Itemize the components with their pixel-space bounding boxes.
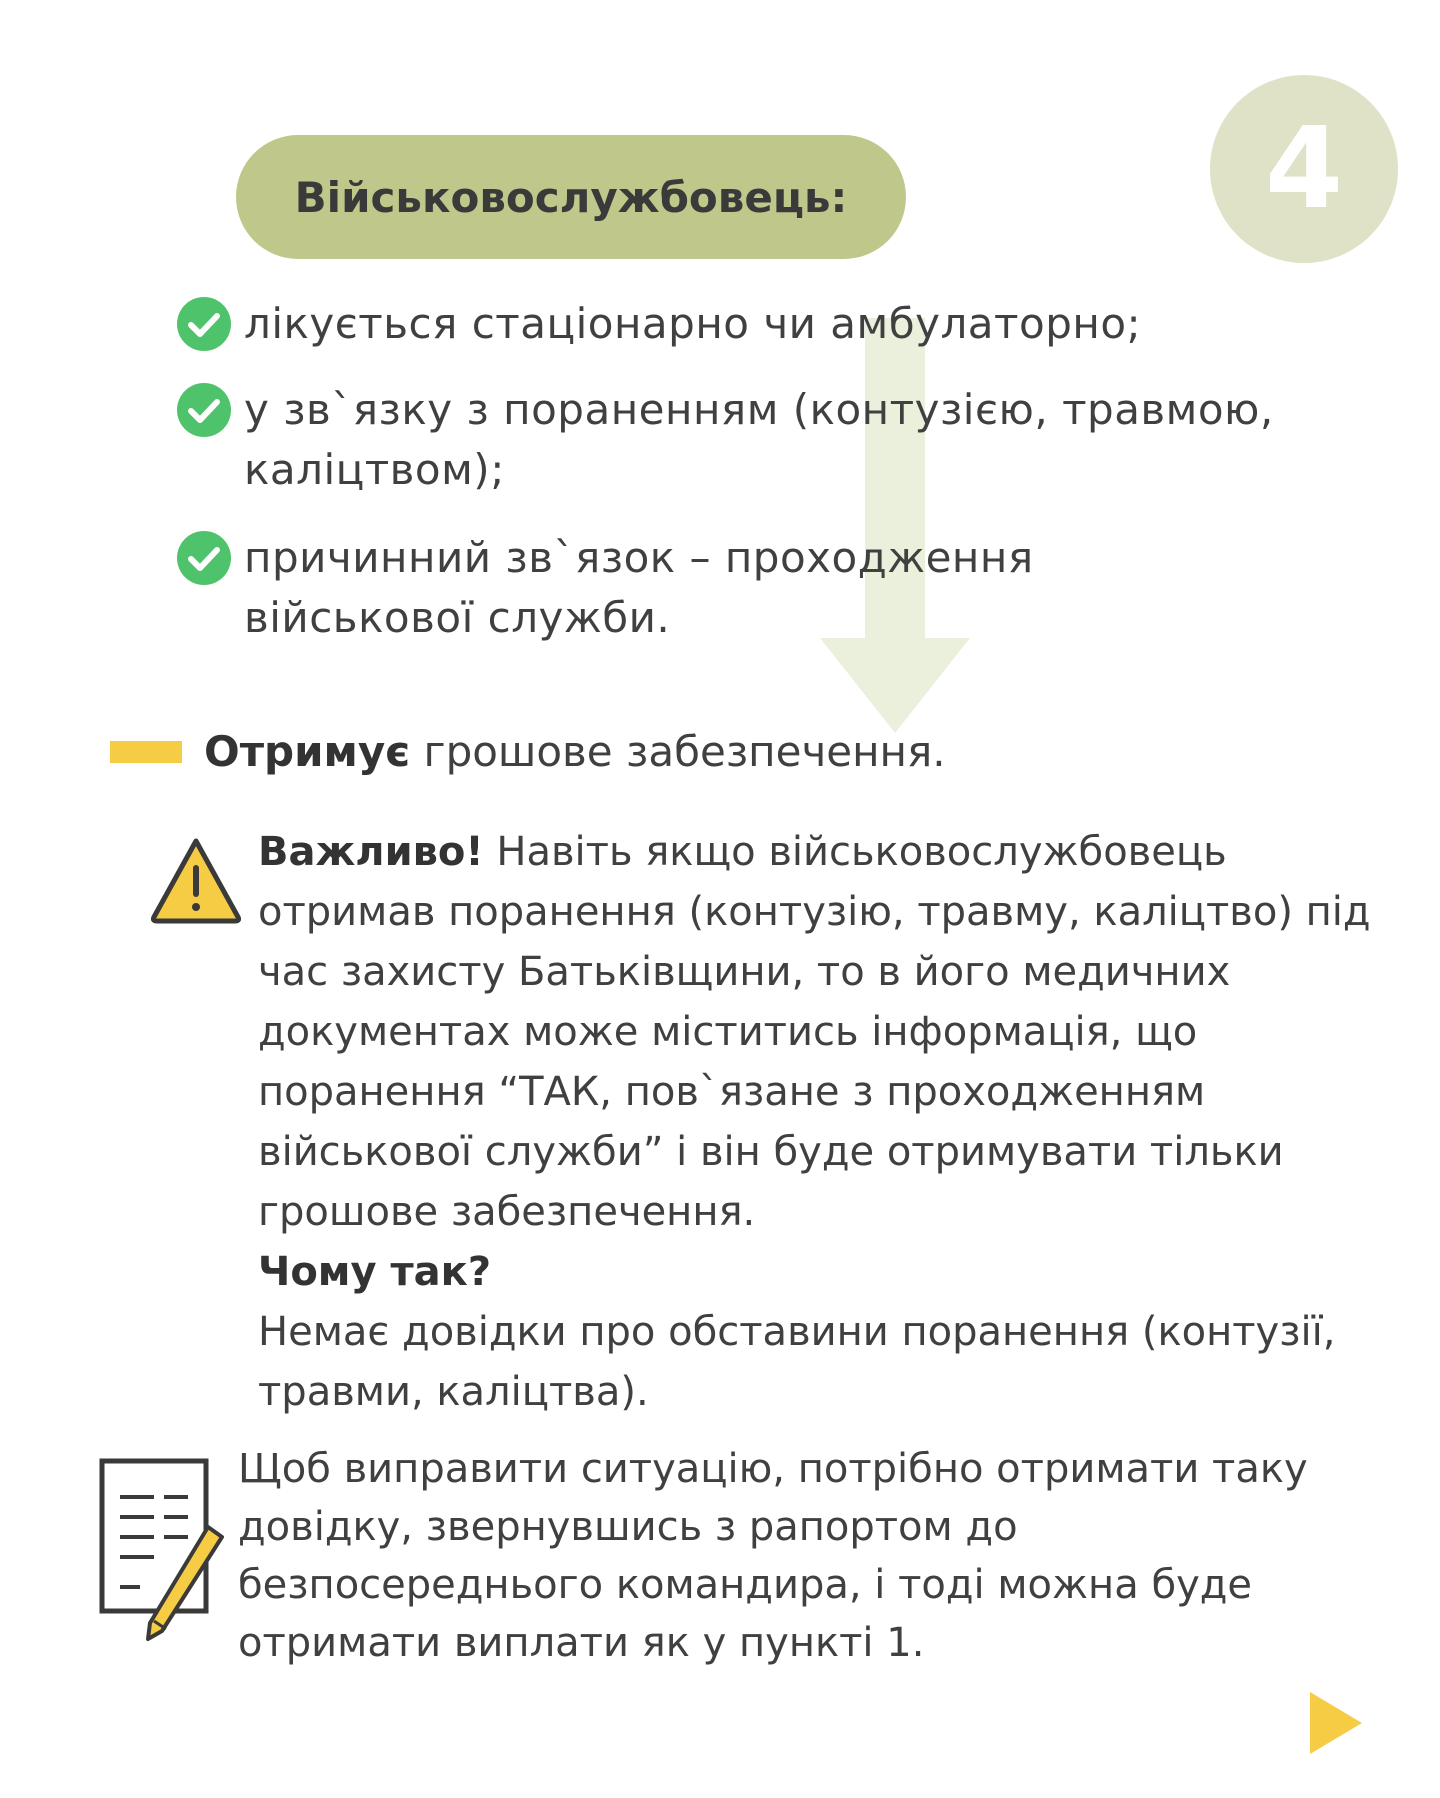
condition-item	[176, 294, 1356, 354]
check-circle-icon	[176, 382, 232, 438]
condition-text: причинний зв`язок – проходження військової служби.	[244, 533, 1034, 642]
important-text: Навіть якщо військовослужбовець отримав поранення (контузію, травму, каліцтво) під час захисту Батьківщини, то в його медичних документах може міститись інформація, що поранення “ТАК, пов`язане з проходженням військової служби” і він буде отримувати тільки грошове забезпечення.	[258, 829, 1371, 1235]
fix-instructions: Щоб виправити ситуацію, потрібно отримати таку довідку, звернувшись з рапортом до безпосереднього командира, і тоді можна буде отримати виплати як у пункті 1.	[238, 1446, 1308, 1666]
next-arrow-icon[interactable]	[1308, 1690, 1364, 1756]
important-notice	[258, 822, 1388, 1422]
condition-text: лікується стаціонарно чи амбулаторно;	[244, 299, 1142, 348]
condition-item	[176, 528, 1176, 648]
result-bar-marker	[110, 741, 182, 763]
step-number: 4	[1265, 104, 1343, 234]
answer-text: Немає довідки про обставини поранення (контузії, травми, каліцтва).	[258, 1309, 1336, 1415]
document-pen-icon	[96, 1455, 236, 1645]
question-text: Чому так?	[258, 1249, 492, 1295]
heading-pill	[236, 135, 906, 259]
result-rest: грошове забезпечення.	[410, 727, 946, 776]
warning-triangle-icon	[148, 835, 244, 925]
check-circle-icon	[176, 530, 232, 586]
result-bold: Отримує	[204, 727, 411, 776]
important-paragraph	[258, 822, 1388, 1242]
page-title: Військовослужбовець:	[294, 172, 848, 222]
question-paragraph	[258, 1242, 1388, 1302]
condition-item	[176, 380, 1356, 500]
result-line	[110, 722, 1360, 782]
condition-text: у зв`язку з пораненням (контузією, травмою, каліцтвом);	[244, 385, 1274, 494]
result-text	[204, 722, 946, 782]
step-number-badge	[1210, 75, 1398, 263]
check-circle-icon	[176, 296, 232, 352]
important-label: Важливо!	[258, 829, 484, 875]
